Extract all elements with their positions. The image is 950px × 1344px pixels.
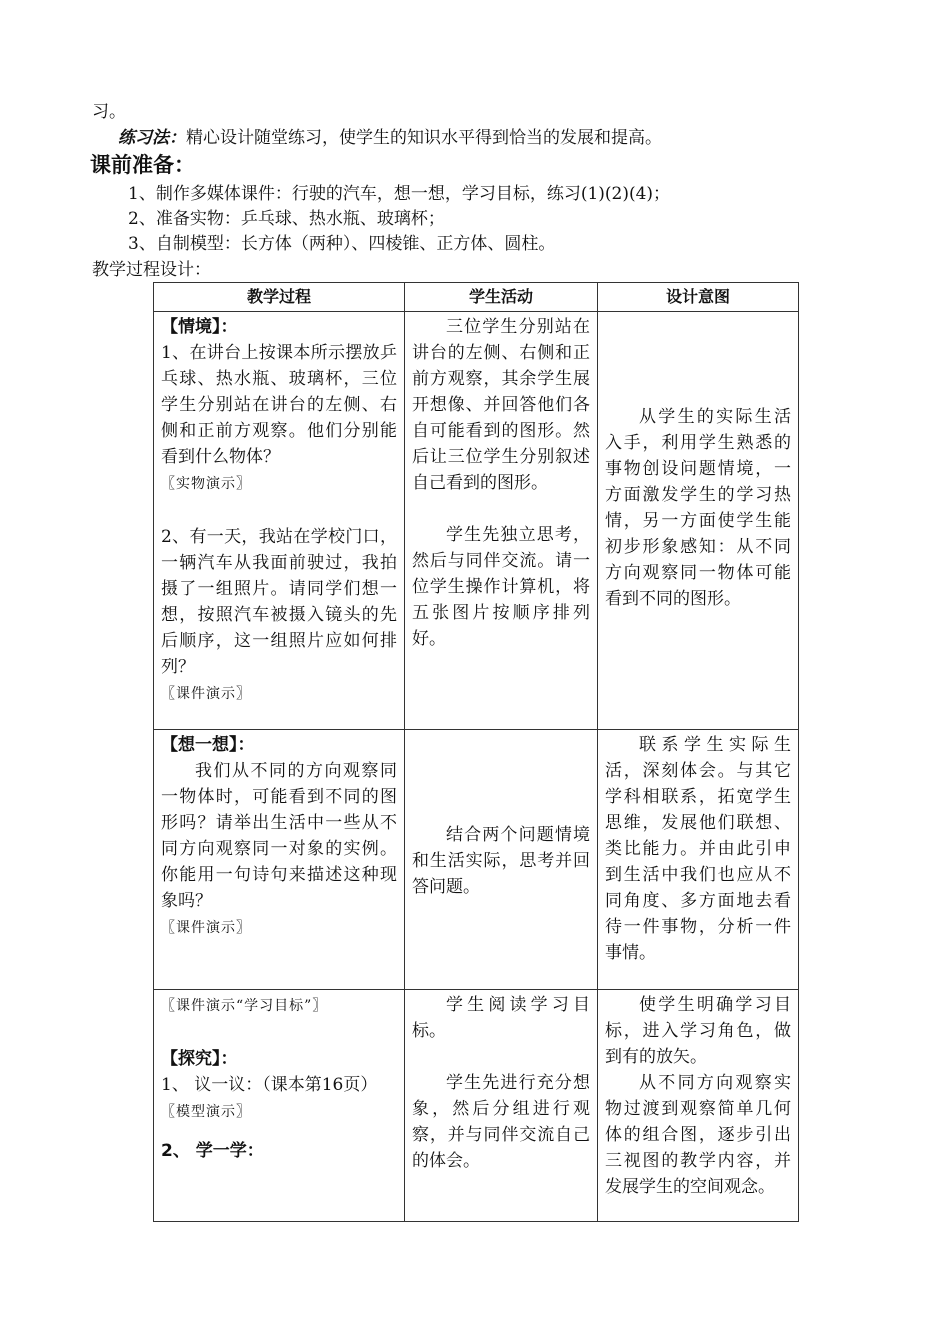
table-row-think — [154, 730, 799, 990]
cell-situation-process — [154, 312, 405, 730]
practice-method-label: 练习法： — [118, 128, 186, 148]
situation-activity-1: 三位学生分别站在讲台的左侧、右侧和正前方观察，其余学生展开想像、并回答他们各自可能看到的图形。然后让三位学生分别叙述自己看到的图形。 — [412, 317, 590, 493]
situation-intent: 从学生的实际生活入手，利用学生熟悉的事物创设问题情境，一方面激发学生的学习热情，另一方面使学生能初步形象感知：从不同方向观察同一物体可能看到不同的图形。 — [605, 407, 791, 609]
situation-item-1: 1、在讲台上按课本所示摆放乒乓球、热水瓶、玻璃杯，三位学生分别站在讲台的左侧、右侧和正前方观察。他们分别能看到什么物体？ — [161, 343, 397, 467]
table-header-row — [154, 283, 799, 312]
header-student-activity: 学生活动 — [405, 283, 598, 312]
think-title: 【想一想】： — [161, 735, 255, 755]
intro-tail-text: 习。 — [92, 102, 126, 122]
demo-label-courseware: 〖课件演示〗 — [161, 686, 251, 702]
demo-label-goals: 〖课件演示“学习目标”〗 — [161, 998, 328, 1014]
explore-intent-2: 从不同方向观察实物过渡到观察简单几何体的组合图，逐步引出三视图的教学内容，并发展学生的空间观念。 — [605, 1073, 791, 1197]
header-teaching-process: 教学过程 — [154, 283, 405, 312]
cell-explore-activity — [405, 990, 598, 1222]
demo-label-courseware-2: 〖课件演示〗 — [161, 920, 251, 936]
situation-activity-2: 学生先独立思考，然后与同伴交流。请一位学生操作计算机，将五张图片按顺序排列好。 — [412, 525, 590, 649]
explore-activity-1: 学生阅读学习目标。 — [412, 995, 590, 1041]
cell-explore-intent — [598, 990, 799, 1222]
think-activity: 结合两个问题情境和生活实际，思考并回答问题。 — [412, 825, 590, 897]
cell-situation-intent — [598, 312, 799, 730]
explore-title: 【探究】： — [161, 1049, 238, 1069]
prep-heading: 课前准备： — [90, 153, 195, 177]
situation-item-2: 2、有一天，我站在学校门口，一辆汽车从我面前驶过，我拍摄了一组照片。请同学们想一想，按照汽车被摄入镜头的先后顺序，这一组照片应如何排列？ — [161, 527, 397, 677]
prep-item-3: 3、自制模型：长方体（两种）、四棱锥、正方体、圆柱。 — [128, 234, 556, 254]
think-intent: 联系学生实际生活，深刻体会。与其它学科相联系，拓宽学生思维，发展他们联想、类比能力。并由此引申到生活中我们也应从不同角度、多方面地去看待一件事物，分析一件事情。 — [605, 735, 791, 963]
think-question: 我们从不同的方向观察同一物体时，可能看到不同的图形吗？请举出生活中一些从不同方向观察同一对象的实例。你能用一句诗句来描述这种现象吗？ — [161, 761, 397, 911]
cell-think-activity — [405, 730, 598, 990]
cell-situation-activity — [405, 312, 598, 730]
cell-explore-process — [154, 990, 405, 1222]
explore-item-1: 1、 议一议：（课本第16页） — [161, 1075, 378, 1095]
explore-item-2: 2、 学一学： — [161, 1141, 264, 1161]
cell-think-intent — [598, 730, 799, 990]
practice-method-text: 精心设计随堂练习，使学生的知识水平得到恰当的发展和提高。 — [186, 128, 662, 148]
teaching-process-table — [153, 282, 799, 1222]
header-design-intent: 设计意图 — [598, 283, 799, 312]
situation-title: 【情境】： — [161, 317, 238, 337]
table-row-explore — [154, 990, 799, 1222]
prep-item-1: 1、制作多媒体课件：行驶的汽车，想一想，学习目标，练习(1)(2)(4)； — [128, 184, 671, 204]
cell-think-process — [154, 730, 405, 990]
process-caption: 教学过程设计： — [92, 260, 211, 280]
explore-activity-2: 学生先进行充分想象，然后分组进行观察，并与同伴交流自己的体会。 — [412, 1073, 590, 1171]
demo-label-object: 〖实物演示〗 — [161, 476, 251, 492]
demo-label-model: 〖模型演示〗 — [161, 1104, 251, 1120]
explore-intent-1: 使学生明确学习目标，进入学习角色，做到有的放矢。 — [605, 995, 791, 1067]
prep-item-2: 2、准备实物：乒乓球、热水瓶、玻璃杯； — [128, 209, 445, 229]
practice-method-line — [118, 126, 662, 150]
table-row-situation — [154, 312, 799, 730]
